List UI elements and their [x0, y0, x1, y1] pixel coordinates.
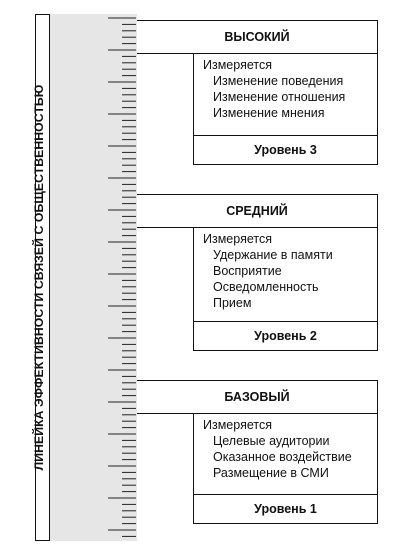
level-basic-header: [137, 380, 378, 414]
measure-item: Изменение поведения: [213, 74, 344, 88]
level-basic-title: БАЗОВЫЙ: [224, 390, 290, 404]
level-middle-footer: [194, 321, 377, 350]
measure-item: Удержание в памяти: [213, 248, 333, 262]
level-number-label: Уровень 3: [254, 143, 317, 157]
measured-label: Измеряется: [203, 418, 272, 432]
ruler-title-text: ЛИНЕЙКА ЭФФЕКТИВНОСТИ СВЯЗЕЙ С ОБЩЕСТВЕННОСТЬЮ: [32, 84, 46, 471]
level-basic-measures: [194, 414, 377, 481]
level-high-title: ВЫСОКИЙ: [224, 30, 290, 44]
measure-item: Восприятие: [213, 264, 282, 278]
level-number-label: Уровень 1: [254, 502, 317, 516]
level-high-header: [137, 20, 378, 54]
level-basic-box: [193, 414, 378, 524]
measure-item: Размещение в СМИ: [213, 466, 329, 480]
level-middle-box: [193, 228, 378, 351]
level-high-footer: [194, 135, 377, 164]
level-number-label: Уровень 2: [254, 329, 317, 343]
measure-item: Оказанное воздействие: [213, 450, 352, 464]
measure-item: Изменение отношения: [213, 90, 346, 104]
level-middle-title: СРЕДНИЙ: [226, 204, 288, 218]
measure-item: Прием: [213, 296, 252, 310]
level-high-measures: [194, 54, 377, 121]
measured-label: Измеряется: [203, 58, 272, 72]
level-middle-measures: [194, 228, 377, 311]
level-basic-footer: [194, 494, 377, 523]
level-middle-header: [137, 194, 378, 228]
measure-item: Изменение мнения: [213, 106, 325, 120]
measure-item: Осведомленность: [213, 280, 319, 294]
measure-item: Целевые аудитории: [213, 434, 330, 448]
level-high-box: [193, 54, 378, 165]
measured-label: Измеряется: [203, 232, 272, 246]
